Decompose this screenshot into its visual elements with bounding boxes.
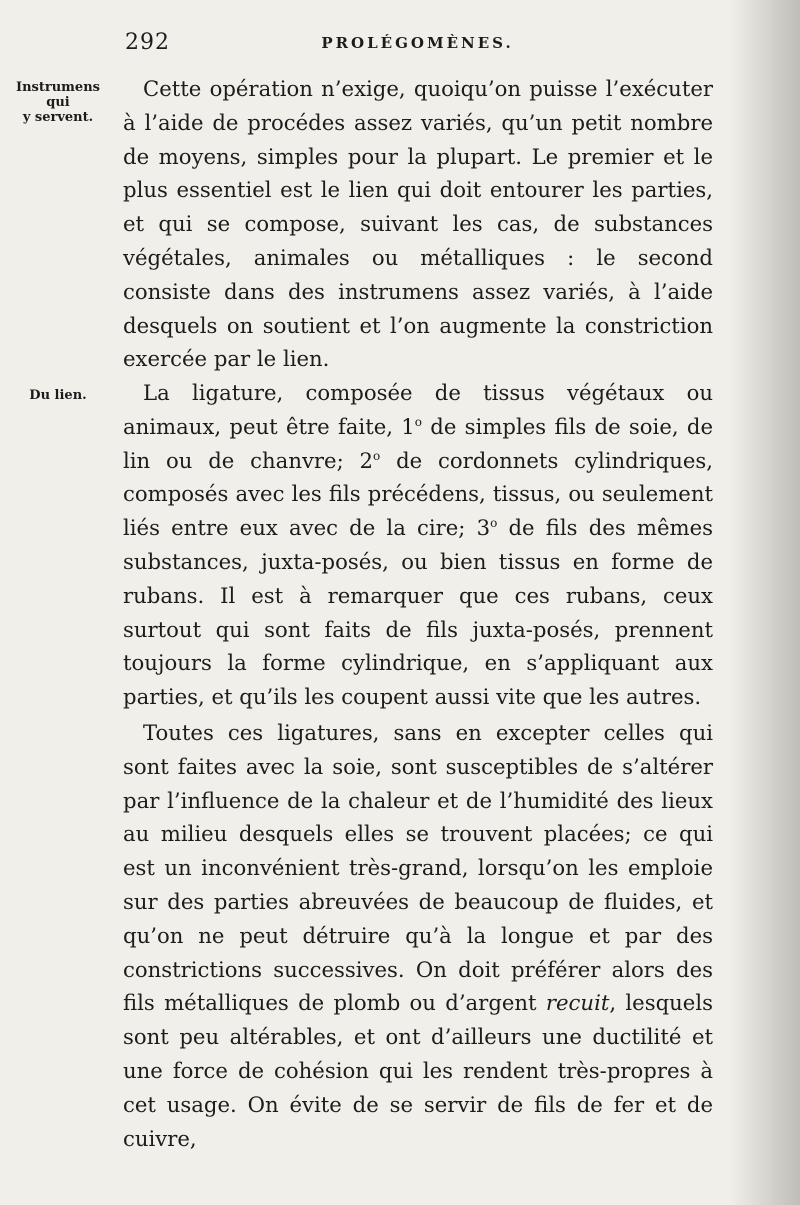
superscript: o	[414, 414, 422, 429]
superscript: o	[490, 516, 498, 531]
page-edge-shadow	[730, 0, 800, 1205]
text-run: de simples fils de soie, de lin ou de chanvre; 2	[123, 413, 713, 473]
text-run: de fils des mêmes substances, juxta-posés, ou bien tissus en forme de rubans. Il est à remarquer que ces rubans, ceux surtout qui sont faits de fils juxta-posés, prennent toujours la forme cylindrique, en s’appliquant aux parties, et qu’ils les coupent aussi vite que les autres.	[123, 515, 713, 710]
running-title: PROLÉGOMÈNES.	[321, 34, 514, 52]
superscript: o	[373, 448, 381, 463]
page-header	[125, 30, 710, 60]
paragraph-text	[123, 376, 713, 714]
paragraph-1	[123, 72, 713, 376]
paragraph-2	[123, 376, 713, 714]
text-run: La ligature, composée de tissus végétaux ou animaux, peut être faite, 1	[123, 380, 713, 439]
text-run: , lesquels sont peu altérables, et ont d’ailleurs une ductilité et une force de cohésion qui les rendent très-propres à cet usage. On évite de se servir de fils de fer et de cuivre,	[123, 990, 713, 1151]
margin-note-line: Instrumens	[16, 80, 100, 95]
paragraph-3	[123, 716, 713, 1155]
page-number: 292	[125, 30, 170, 55]
paragraph-text: Cette opération n’exige, quoiqu’on puisse l’exécuter à l’aide de procédes assez variés, qu’un petit nombre de moyens, simples pour la plupart. Le premier et le plus essentiel est le lien qui doit entourer les parties, et qui se compose, suivant les cas, de substances végétales, animales ou métalliques : le second consiste dans des instrumens assez variés, à l’aide desquels on soutient et l’on augmente la constriction exercée par le lien.	[123, 76, 713, 372]
margin-note-line: qui	[46, 95, 70, 110]
paragraph-text	[123, 716, 713, 1155]
text-run: de cordonnets cylindriques, composés avec les fils précédens, tissus, ou seulement liés entre eux avec de la cire; 3	[123, 447, 713, 541]
margin-note-line: y servent.	[22, 110, 94, 125]
margin-note-du-lien: Du lien.	[29, 388, 87, 403]
italic-word: recuit	[545, 990, 610, 1016]
margin-note-instruments	[8, 80, 108, 125]
text-run: Toutes ces ligatures, sans en excepter celles qui sont faites avec la soie, sont susceptibles de s’altérer par l’influence de la chaleur et de l’humidité des lieux au milieu desquels elles se trouvent placées; ce qui est un inconvénient très-grand, lorsqu’on les emploie sur des parties abreuvées de beaucoup de fluides, et qu’on ne peut détruire qu’à la longue et par des constrictions successives. On doit préférer alors des fils métalliques de plomb ou d’argent	[123, 720, 713, 1016]
